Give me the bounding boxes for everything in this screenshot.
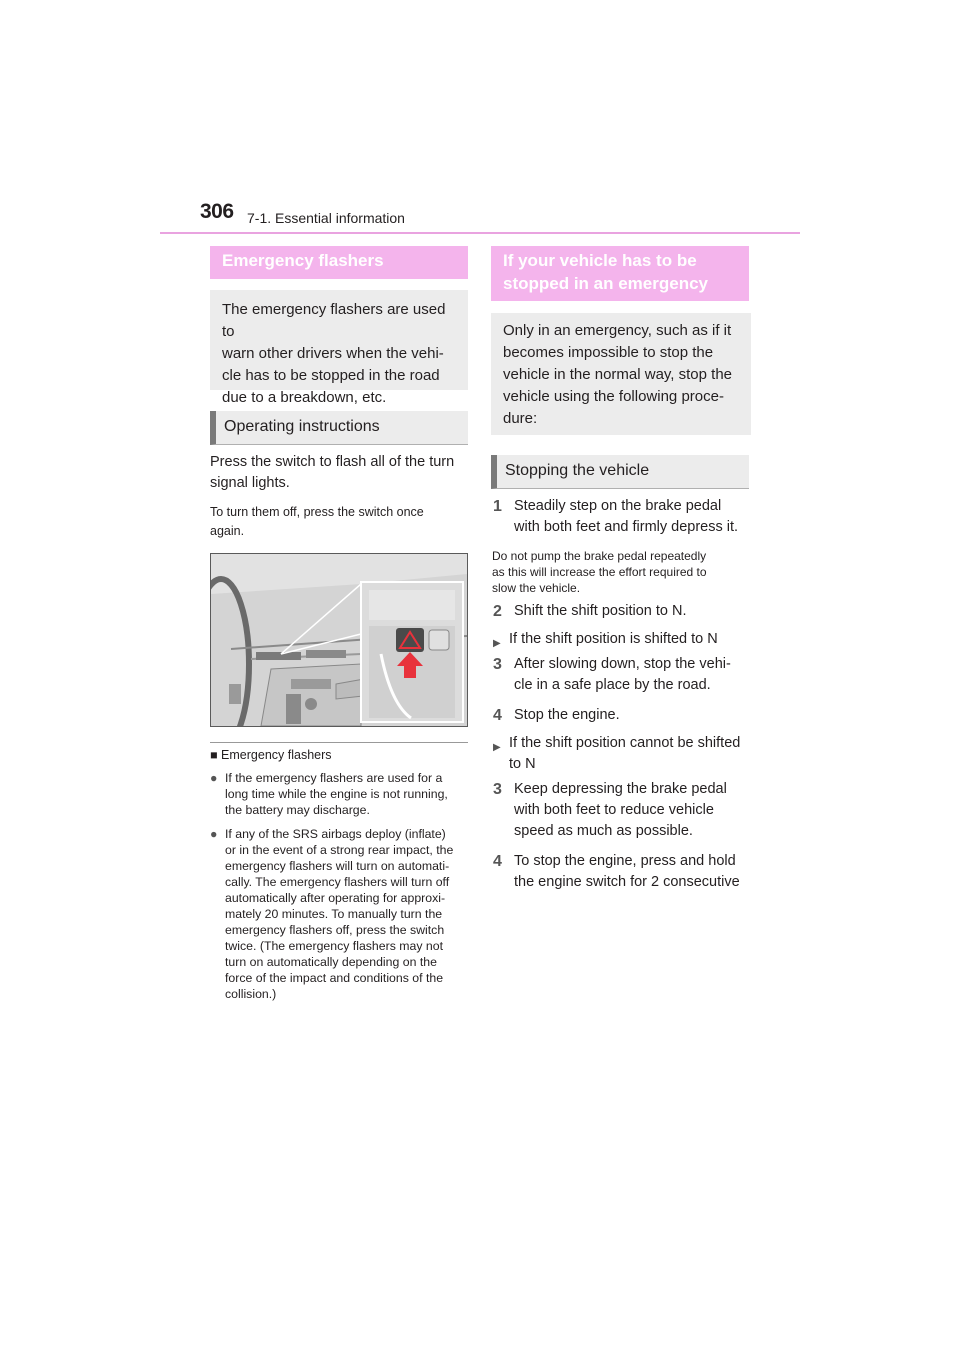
step-4: 4 Stop the engine. [493,707,620,724]
intro-line: cle has to be stopped in the road [222,367,440,384]
dashboard-drawing [211,554,467,726]
notes-divider [210,742,468,743]
triangle-bullet-icon: ▶ [493,638,501,649]
intro-line: warn other drivers when the vehi- [222,345,444,362]
step-4: 4 To stop the engine, press and hold the engine switch for 2 consecutive [493,853,740,890]
step-2: 2 Shift the shift position to N. [493,603,687,620]
section-label: 7-1. Essential information [247,210,405,226]
subheading-operating-instructions: Operating instructions [210,411,468,445]
section-title-emergency-flashers: Emergency flashers [210,246,468,279]
emergency-intro-box: Only in an emergency, such as if it becomes impossible to stop the vehicle in the normal way, stop the vehicle using the following proce- dure: [491,313,751,435]
intro-line: due to a breakdown, etc. [222,389,387,406]
step-number: 2 [493,603,502,620]
note-item: ● If any of the SRS airbags deploy (inflate) or in the event of a strong rear impact, the emergency flashers will turn on automati- cally. The emergency flashers will turn off automatically after operating for approxi- mately 20 minutes. To manually turn the emergency flashers off, press the switch twice. (The emergency flashers may not turn on automatically depending on the force of the impact and conditions of the collision.) [210,827,454,1001]
step-number: 3 [493,656,502,673]
section-title-emergency-stop: If your vehicle has to be stopped in an emergency [491,246,749,301]
step-1: 1 Steadily step on the brake pedal with both feet and firmly depress it. [493,498,739,535]
turn-off-text: To turn them off, press the switch once again. [210,505,424,538]
triangle-bullet-icon: ▶ [493,742,501,753]
circle-bullet-icon: ● [210,827,218,841]
step-number: 1 [493,498,502,515]
square-bullet-icon: ■ [210,748,218,762]
step-number: 4 [493,853,502,870]
intro-line: The emergency flashers are used to [222,301,446,340]
subheading-stopping-vehicle: Stopping the vehicle [491,455,749,489]
dashboard-illustration [210,553,468,727]
step-3: 3 Keep depressing the brake pedal with both feet to reduce vehicle speed as much as possible. [493,781,727,839]
step-number: 3 [493,781,502,798]
note-item: ● If the emergency flashers are used for a long time while the engine is not running, the battery may discharge. [210,771,448,817]
condition-cannot-shift: ▶ If the shift position cannot be shifted to N [493,735,741,772]
condition-shifted-to-n: ▶ If the shift position is shifted to N [493,629,753,650]
instruction-text: Press the switch to flash all of the turn signal lights. [210,454,455,491]
step-number: 4 [493,707,502,724]
page-number: 306 [200,200,234,223]
step-3: 3 After slowing down, stop the vehi- cle in a safe place by the road. [493,656,731,693]
intro-box [210,290,468,406]
circle-bullet-icon: ● [210,771,218,785]
notes-heading: ■ Emergency flashers [210,748,332,762]
step-1-note: Do not pump the brake pedal repeatedly as this will increase the effort required to slow the vehicle. [492,549,707,595]
header-rule [160,232,800,234]
